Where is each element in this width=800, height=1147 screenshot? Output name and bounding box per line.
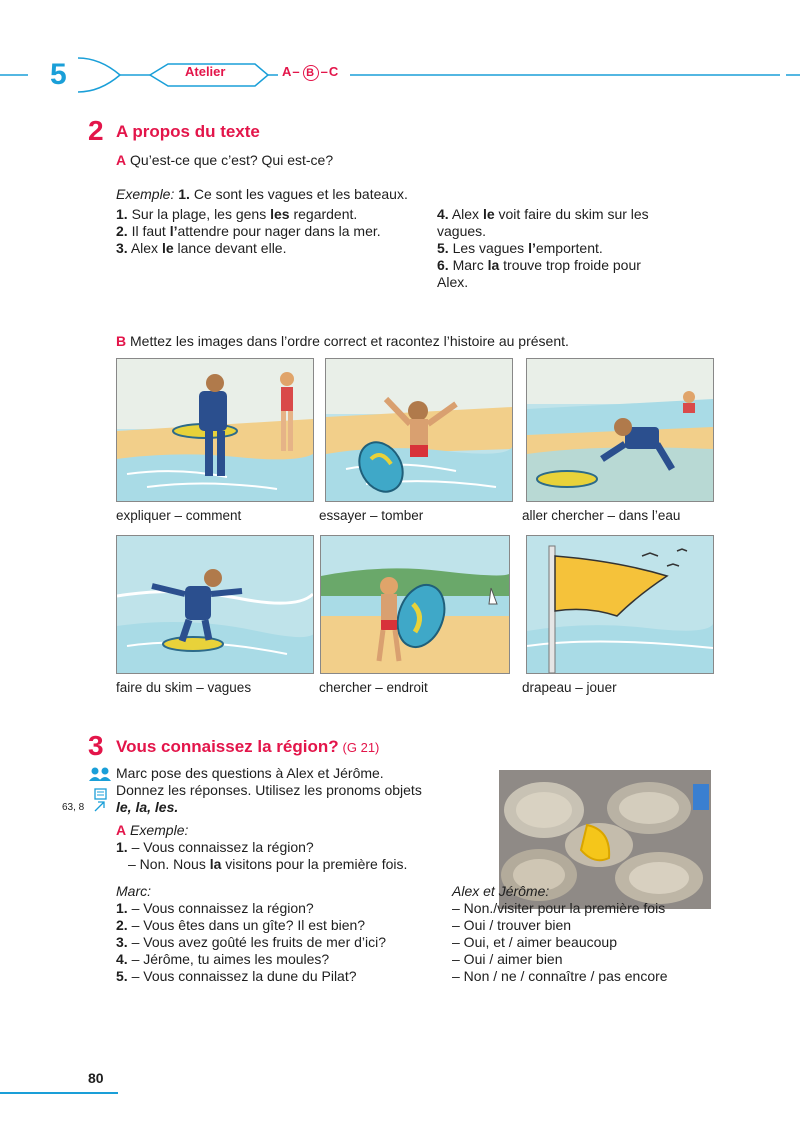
marc-label: Marc: — [116, 883, 151, 899]
section-2a-question — [116, 152, 333, 169]
marc-column — [116, 883, 386, 985]
right-items — [437, 206, 649, 291]
caption-3: aller chercher – dans l’eau — [522, 508, 681, 523]
side-reference: 63, 8 — [62, 802, 85, 813]
intro-line-3: le, la, les. — [116, 799, 179, 815]
list-item: 5. Les vagues l’emportent. — [437, 240, 603, 256]
question-item: 5. – Vous connaissez la dune du Pilat? — [116, 968, 357, 984]
header-decoration — [0, 50, 800, 100]
workbook-icon — [92, 788, 108, 814]
instruction-text: Mettez les images dans l’ordre correct et racontez l’histoire au présent. — [130, 333, 569, 349]
footer-line — [0, 1092, 118, 1094]
step-b-current: B — [303, 65, 319, 81]
caption-1: expliquer – comment — [116, 508, 242, 523]
list-item: 2. Il faut l’attendre pour nager dans la mer. — [116, 223, 381, 239]
example-text: Ce sont les vagues et les bateaux. — [193, 186, 408, 202]
picture-skim — [116, 535, 314, 674]
picture-search — [320, 535, 510, 674]
answer-item: – Non / ne / connaître / pas encore — [452, 968, 668, 984]
list-item: 3. Alex le lance devant elle. — [116, 240, 287, 256]
example-line — [116, 186, 408, 203]
question-item: 1. – Vous connaissez la région? — [116, 900, 314, 916]
example-answer: – Non. Nous la visitons pour la première fois. — [128, 856, 408, 872]
example-label: Exemple: — [116, 186, 175, 202]
section-3-heading — [116, 737, 379, 757]
section-3-intro — [116, 765, 422, 816]
list-item: vagues. — [437, 223, 487, 239]
section-3a — [116, 822, 407, 873]
picture-try — [325, 358, 513, 502]
grammar-reference: (G 21) — [342, 740, 380, 755]
answer-item: – Oui / aimer bien — [452, 951, 563, 967]
question-text: Qu’est-ce que c’est? Qui est-ce? — [130, 152, 334, 168]
page-number: 80 — [88, 1070, 104, 1086]
picture-explain — [116, 358, 314, 502]
question-item: 4. – Jérôme, tu aimes les moules? — [116, 951, 330, 967]
atelier-steps: A– B –C — [282, 64, 340, 79]
section-2-title: A propos du texte — [116, 122, 260, 141]
caption-4: faire du skim – vagues — [116, 680, 252, 695]
answer-item: – Oui / trouver bien — [452, 917, 572, 933]
step-c: C — [328, 64, 340, 79]
caption-2: essayer – tomber — [319, 508, 424, 523]
picture-flag — [526, 535, 714, 674]
caption-5: chercher – endroit — [319, 680, 428, 695]
intro-line-2: Donnez les réponses. Utilisez les pronoms objets — [116, 782, 422, 798]
section-2-number: 2 — [88, 115, 104, 146]
section-3a-header — [116, 822, 407, 839]
section-3-number: 3 — [88, 730, 104, 761]
part-a-letter: A — [116, 152, 127, 168]
example-num: 1. — [178, 186, 190, 202]
chapter-number: 5 — [50, 58, 67, 91]
answers-label: Alex et Jérôme: — [452, 883, 550, 899]
example-label: Exemple: — [130, 822, 189, 838]
part-a-letter: A — [116, 822, 127, 838]
example-question: 1. – Vous connaissez la région? — [116, 839, 314, 855]
left-items — [116, 206, 381, 257]
question-item: 3. – Vous avez goûté les fruits de mer d’ici? — [116, 934, 387, 950]
caption-6: drapeau – jouer — [522, 680, 617, 695]
answers-column — [452, 883, 668, 985]
list-item: 1. Sur la plage, les gens les regardent. — [116, 206, 358, 222]
answer-item: – Non./visiter pour la première fois — [452, 900, 666, 916]
list-item: 6. Marc la trouve trop froide pour — [437, 257, 641, 273]
answer-item: – Oui, et / aimer beaucoup — [452, 934, 617, 950]
picture-fetch — [526, 358, 714, 502]
part-b-letter: B — [116, 333, 127, 349]
question-item: 2. – Vous êtes dans un gîte? Il est bien? — [116, 917, 366, 933]
intro-line-1: Marc pose des questions à Alex et Jérôme. — [116, 765, 384, 781]
section-3-title: Vous connaissez la région? — [116, 737, 339, 756]
atelier-label: Atelier — [185, 64, 226, 79]
pair-work-icon — [88, 767, 112, 783]
list-item: 4. Alex le voit faire du skim sur les — [437, 206, 649, 222]
list-item: Alex. — [437, 274, 469, 290]
step-a: A — [282, 64, 293, 79]
section-2b-instruction — [116, 333, 569, 350]
